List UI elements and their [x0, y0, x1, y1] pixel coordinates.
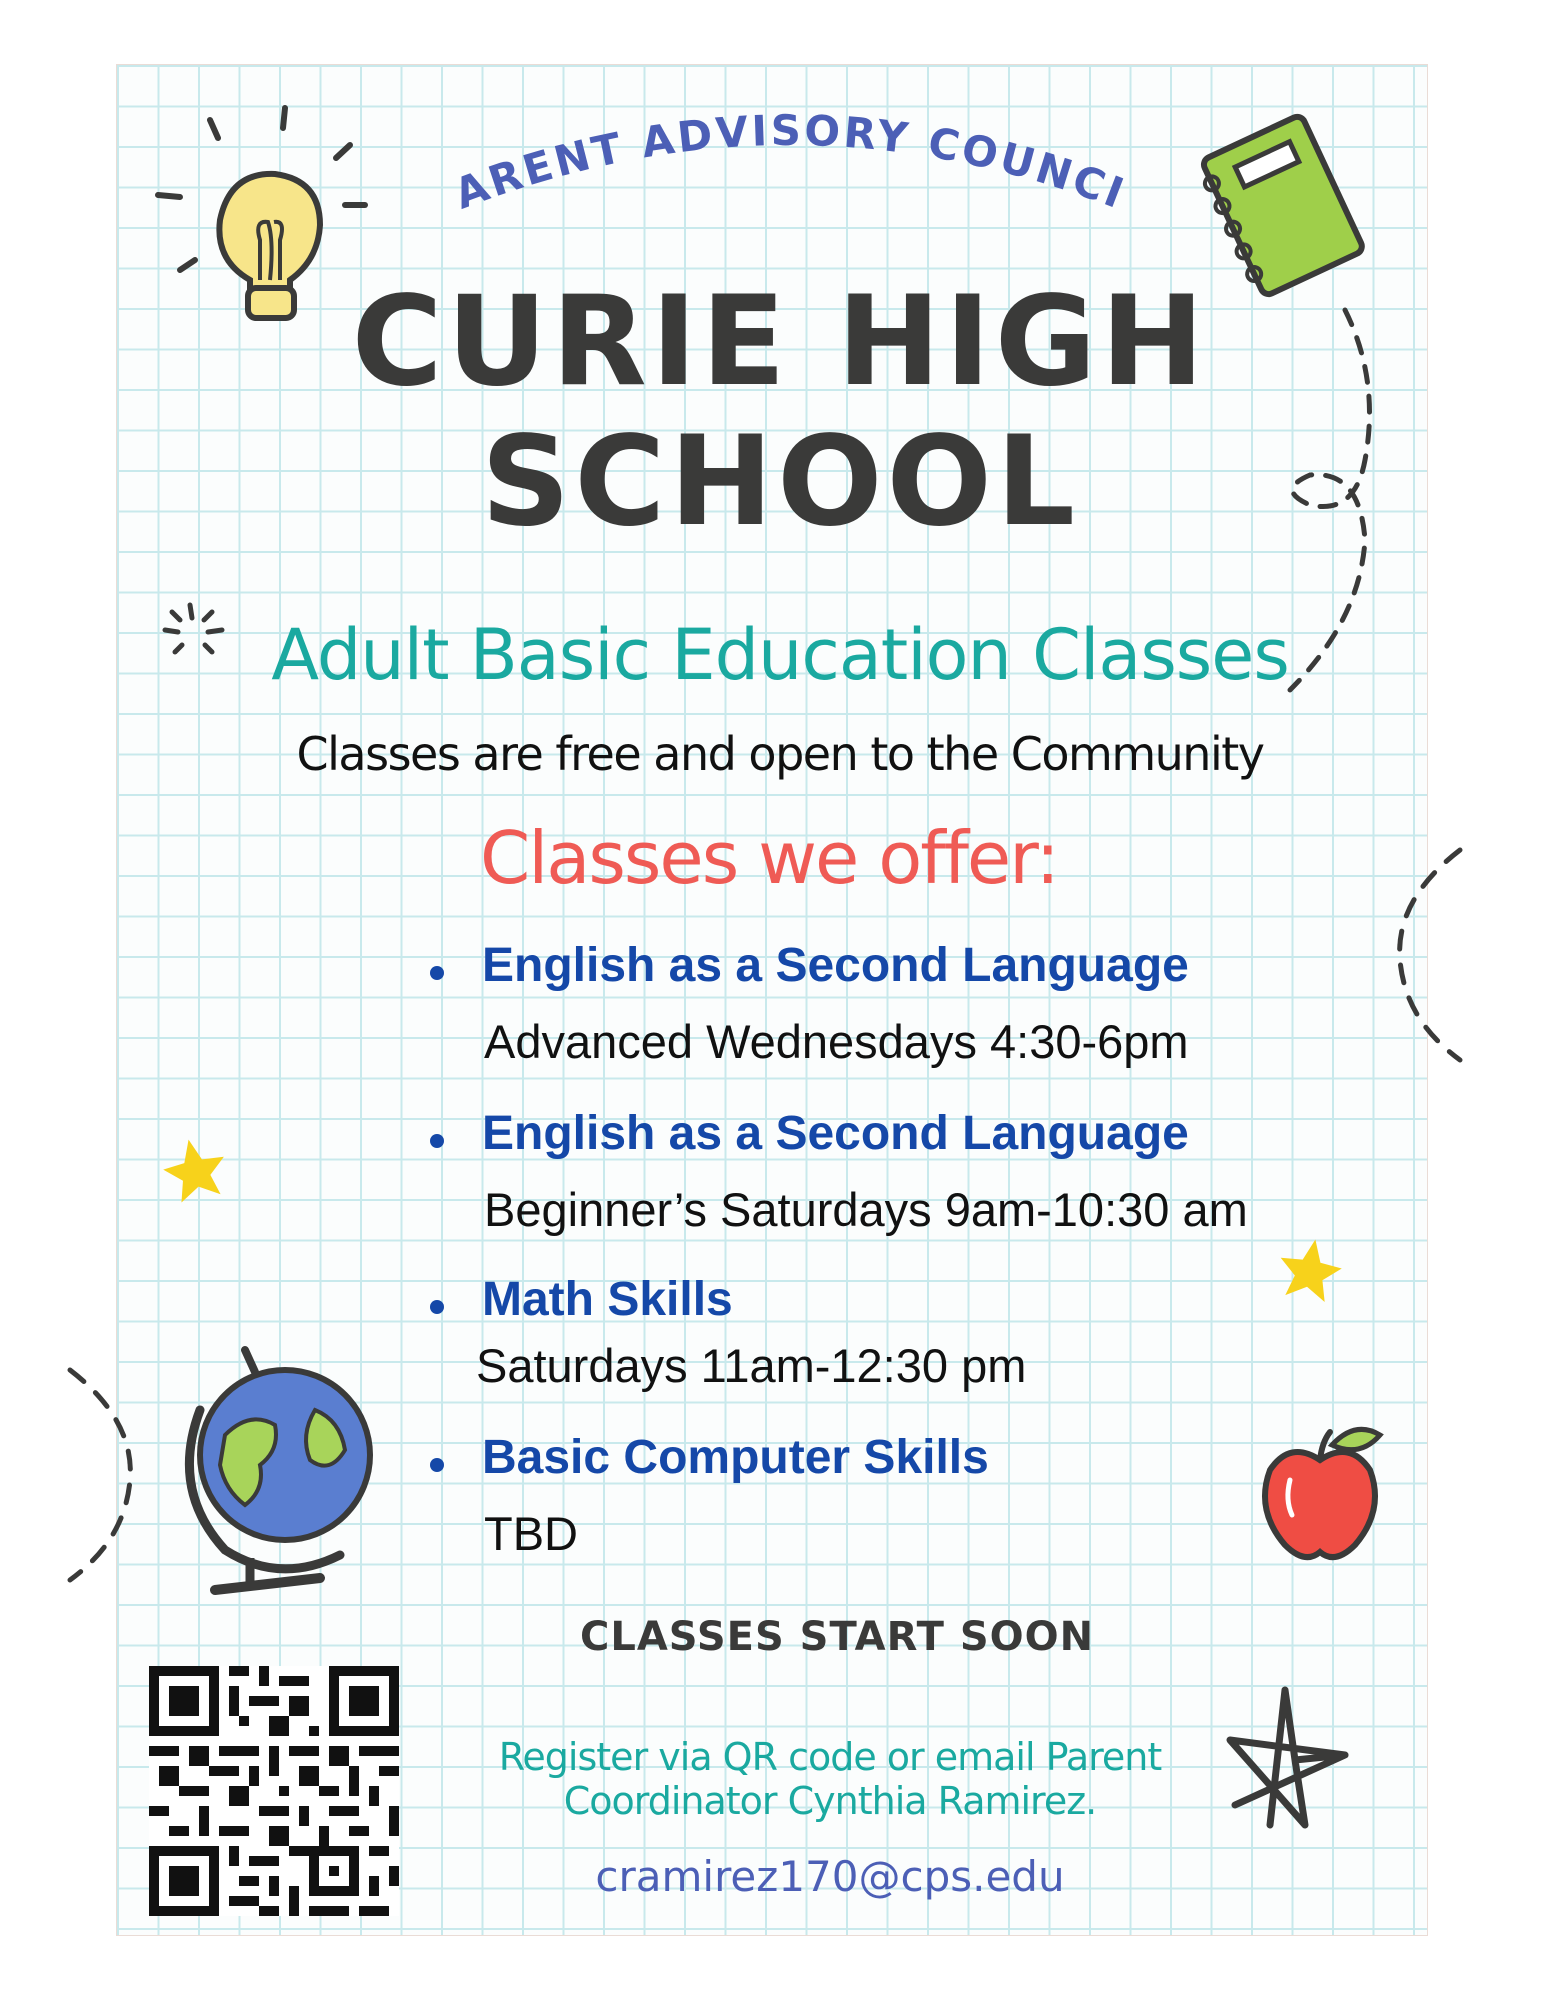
school-title-line2: SCHOOL — [481, 410, 1079, 554]
globe-icon — [170, 1340, 390, 1610]
qr-code[interactable] — [149, 1666, 399, 1916]
register-instructions — [380, 1735, 1280, 1823]
register-line1: Register via QR code or email Parent — [498, 1735, 1162, 1779]
bullet-icon — [430, 966, 444, 980]
program-title: Adult Basic Education Classes — [271, 614, 1289, 696]
apple-icon — [1250, 1420, 1390, 1570]
bullet-icon — [430, 1300, 444, 1314]
star-icon — [1275, 1235, 1345, 1305]
class-schedule: Saturdays 11am-12:30 pm — [476, 1339, 1027, 1392]
council-text: ARENT ADVISORY COUNCI — [447, 105, 1133, 219]
class-schedule: Advanced Wednesdays 4:30-6pm — [484, 1015, 1189, 1068]
school-title-line1: CURIE HIGH — [351, 270, 1209, 414]
notebook-icon — [1200, 110, 1370, 310]
class-name: English as a Second Language — [482, 1107, 1189, 1160]
lightbulb-icon — [150, 100, 380, 330]
svg-text:PARENT ADVISORY COUNCIL — [440, 100, 1133, 219]
bullet-icon — [430, 1134, 444, 1148]
offer-heading: Classes we offer: — [480, 816, 1058, 900]
class-schedule: TBD — [484, 1507, 578, 1560]
register-line2: Coordinator Cynthia Ramirez. — [563, 1779, 1097, 1823]
class-name: Math Skills — [482, 1273, 733, 1326]
dashed-arc-right — [1390, 840, 1470, 1070]
star-outline-icon — [1215, 1685, 1355, 1835]
sparkle-icon — [160, 600, 230, 670]
bullet-icon — [430, 1458, 444, 1472]
school-title — [300, 272, 1260, 552]
dashed-arc-left — [60, 1360, 140, 1590]
dashed-swirl — [1270, 300, 1390, 720]
class-name: Basic Computer Skills — [482, 1431, 989, 1484]
council-heading — [440, 100, 1140, 220]
classes-start-note: CLASSES START SOON — [580, 1614, 1095, 1660]
program-note: Classes are free and open to the Community — [296, 727, 1264, 781]
class-name: English as a Second Language — [482, 939, 1189, 992]
class-schedule: Beginner’s Saturdays 9am-10:30 am — [484, 1183, 1248, 1236]
star-icon — [160, 1135, 230, 1205]
contact-email[interactable]: cramirez170@cps.edu — [595, 1852, 1065, 1901]
